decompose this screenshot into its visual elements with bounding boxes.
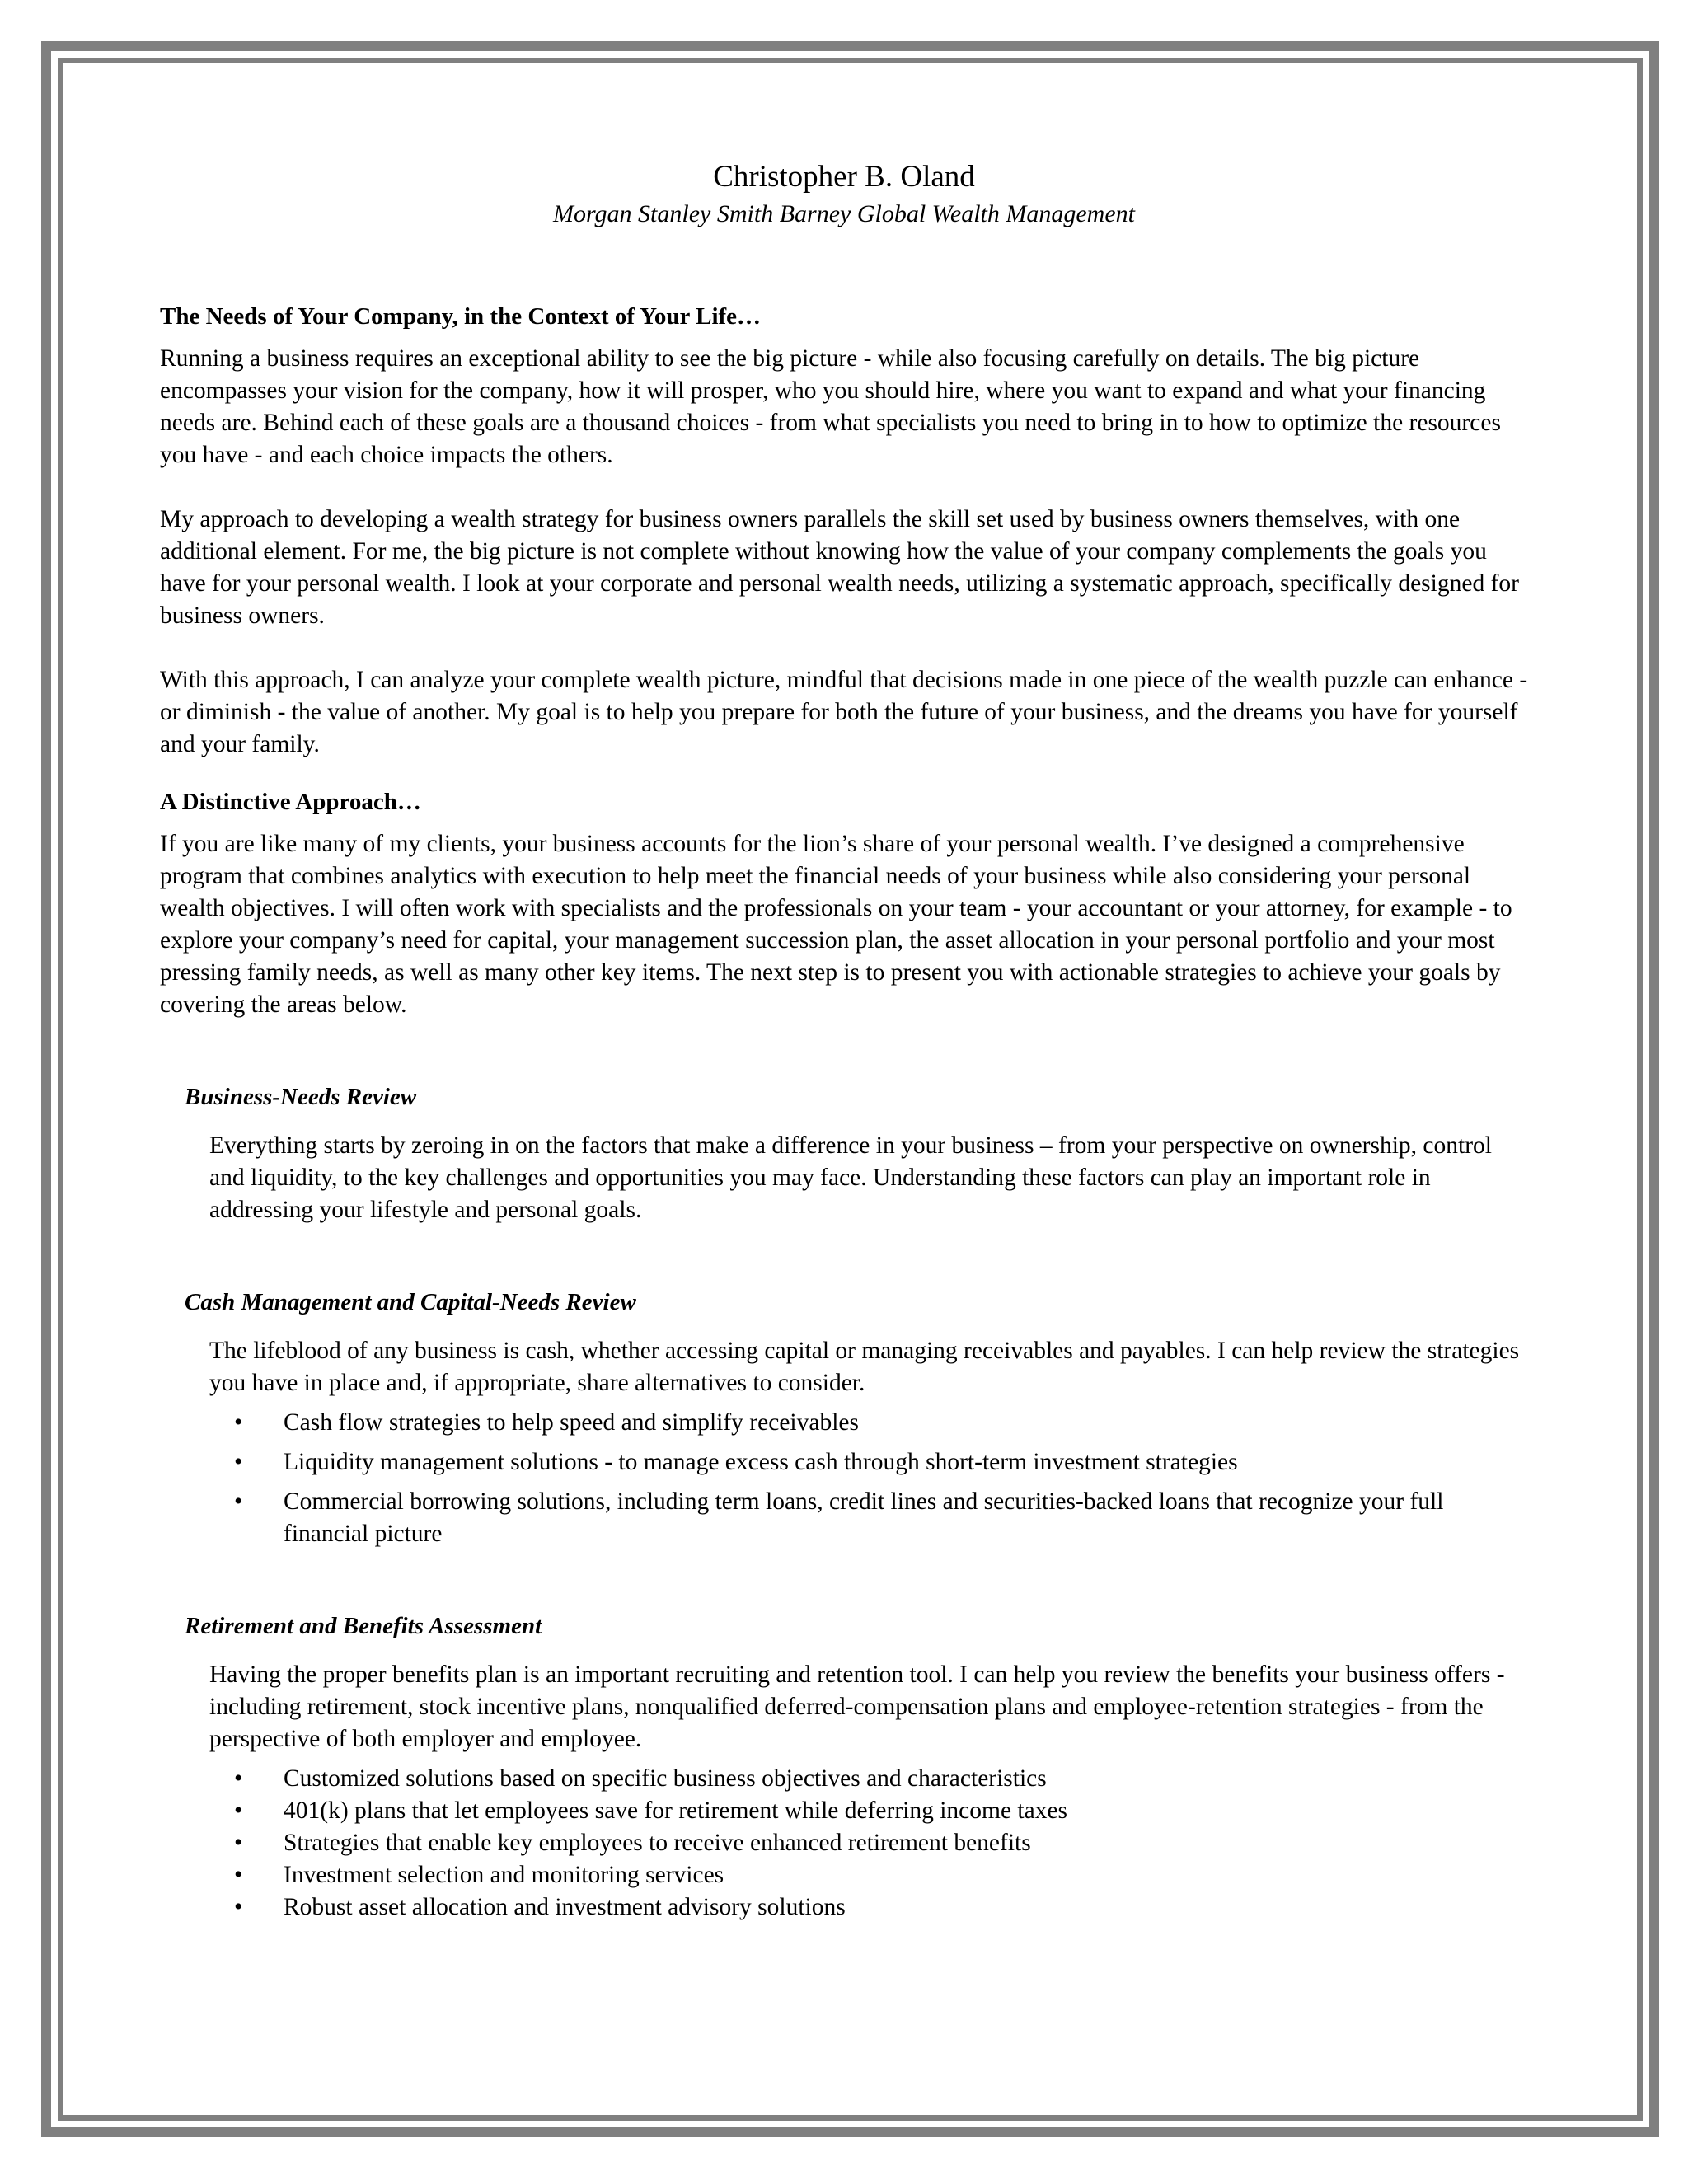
bullet-icon: • <box>234 1830 243 1856</box>
subsection-heading: Business-Needs Review <box>185 1084 417 1110</box>
paragraph: Having the proper benefits plan is an important recruiting and retention tool. I can help you review the benefits your business offers - including retirement, stock incentive plans, nonqualified deferred-compensation plans and employee-retention strategies - from the perspective of both employer and employee. <box>209 1661 1505 1752</box>
bullet-icon: • <box>234 1765 243 1792</box>
list-item: • Robust asset allocation and investment advisory solutions <box>209 1891 1528 1924</box>
bullet-list <box>209 1407 1528 1550</box>
firm-name: Morgan Stanley Smith Barney Global Wealth Management <box>553 200 1135 227</box>
paragraph: The lifeblood of any business is cash, whether accessing capital or managing receivables and payables. I can help review the strategies you have in place and, if appropriate, share alternatives to consider. <box>209 1338 1520 1396</box>
bullet-list <box>209 1763 1528 1924</box>
subsection-heading: Retirement and Benefits Assessment <box>185 1613 542 1639</box>
bullet-icon: • <box>234 1797 243 1824</box>
paragraph: My approach to developing a wealth strategy for business owners parallels the skill set used by business owners themselves, with one additional element. For me, the big picture is not complete without knowing how the value of your company complements the goals you have for your personal wealth. I look at your corporate and personal wealth needs, utilizing a systematic approach, specifically designed for business owners. <box>160 506 1519 629</box>
subsection-heading: Cash Management and Capital-Needs Review <box>185 1289 636 1315</box>
subsection-business-needs <box>185 1080 1528 1226</box>
list-item: • Investment selection and monitoring services <box>209 1859 1528 1891</box>
list-item: • Strategies that enable key employees to receive enhanced retirement benefits <box>209 1827 1528 1859</box>
bullet-icon: • <box>234 1449 243 1475</box>
list-item: • 401(k) plans that let employees save for retirement while deferring income taxes <box>209 1795 1528 1827</box>
bullet-icon: • <box>234 1862 243 1888</box>
paragraph: Running a business requires an exceptional ability to see the big picture - while also focusing carefully on details. The big picture encompasses your vision for the company, how it will prosper, who you should hire, where you want to expand and what your financing needs are. Behind each of these goals are a thousand choices - from what specialists you need to bring in to how to optimize the resources you have - and each choice impacts the others. <box>160 345 1501 468</box>
section-heading-approach: A Distinctive Approach… <box>160 789 421 815</box>
paragraph: If you are like many of my clients, your business accounts for the lion’s share of your personal wealth. I’ve designed a comprehensive program that combines analytics with execution to help meet the financial needs of your business while also considering your personal wealth objectives. I will often work with specialists and the professionals on your team - your accountant or your attorney, for example - to explore your company’s need for capital, your management succession plan, the asset allocation in your personal portfolio and your most pressing family needs, as well as many other key items. The next step is to present you with actionable strategies to achieve your goals by covering the areas below. <box>160 831 1512 1018</box>
subsection-retirement <box>185 1610 1528 1924</box>
document-content <box>160 157 1528 1924</box>
bullet-icon: • <box>234 1409 243 1436</box>
document-header <box>160 157 1528 231</box>
bullet-icon: • <box>234 1894 243 1920</box>
paragraph: With this approach, I can analyze your complete wealth picture, mindful that decisions made in one piece of the wealth puzzle can enhance - or diminish - the value of another. My goal is to help you prepare for both the future of your business, and the dreams you have for yourself and your family. <box>160 667 1528 757</box>
bullet-icon: • <box>234 1488 243 1515</box>
section-heading-needs: The Needs of Your Company, in the Context of Your Life… <box>160 303 762 330</box>
subsection-cash-management <box>185 1286 1528 1550</box>
list-item: • Cash flow strategies to help speed and simplify receivables <box>209 1407 1528 1439</box>
list-item: • Commercial borrowing solutions, including term loans, credit lines and securities-backed loans that recognize your full financial picture <box>209 1486 1528 1550</box>
list-item: • Liquidity management solutions - to manage excess cash through short-term investment strategies <box>209 1446 1528 1479</box>
list-item: • Customized solutions based on specific business objectives and characteristics <box>209 1763 1528 1795</box>
advisor-name: Christopher B. Oland <box>713 160 975 194</box>
paragraph: Everything starts by zeroing in on the factors that make a difference in your business – from your perspective on ownership, control and liquidity, to the key challenges and opportunities you may face. Understanding these factors can play an important role in addressing your lifestyle and personal goals. <box>209 1132 1492 1223</box>
